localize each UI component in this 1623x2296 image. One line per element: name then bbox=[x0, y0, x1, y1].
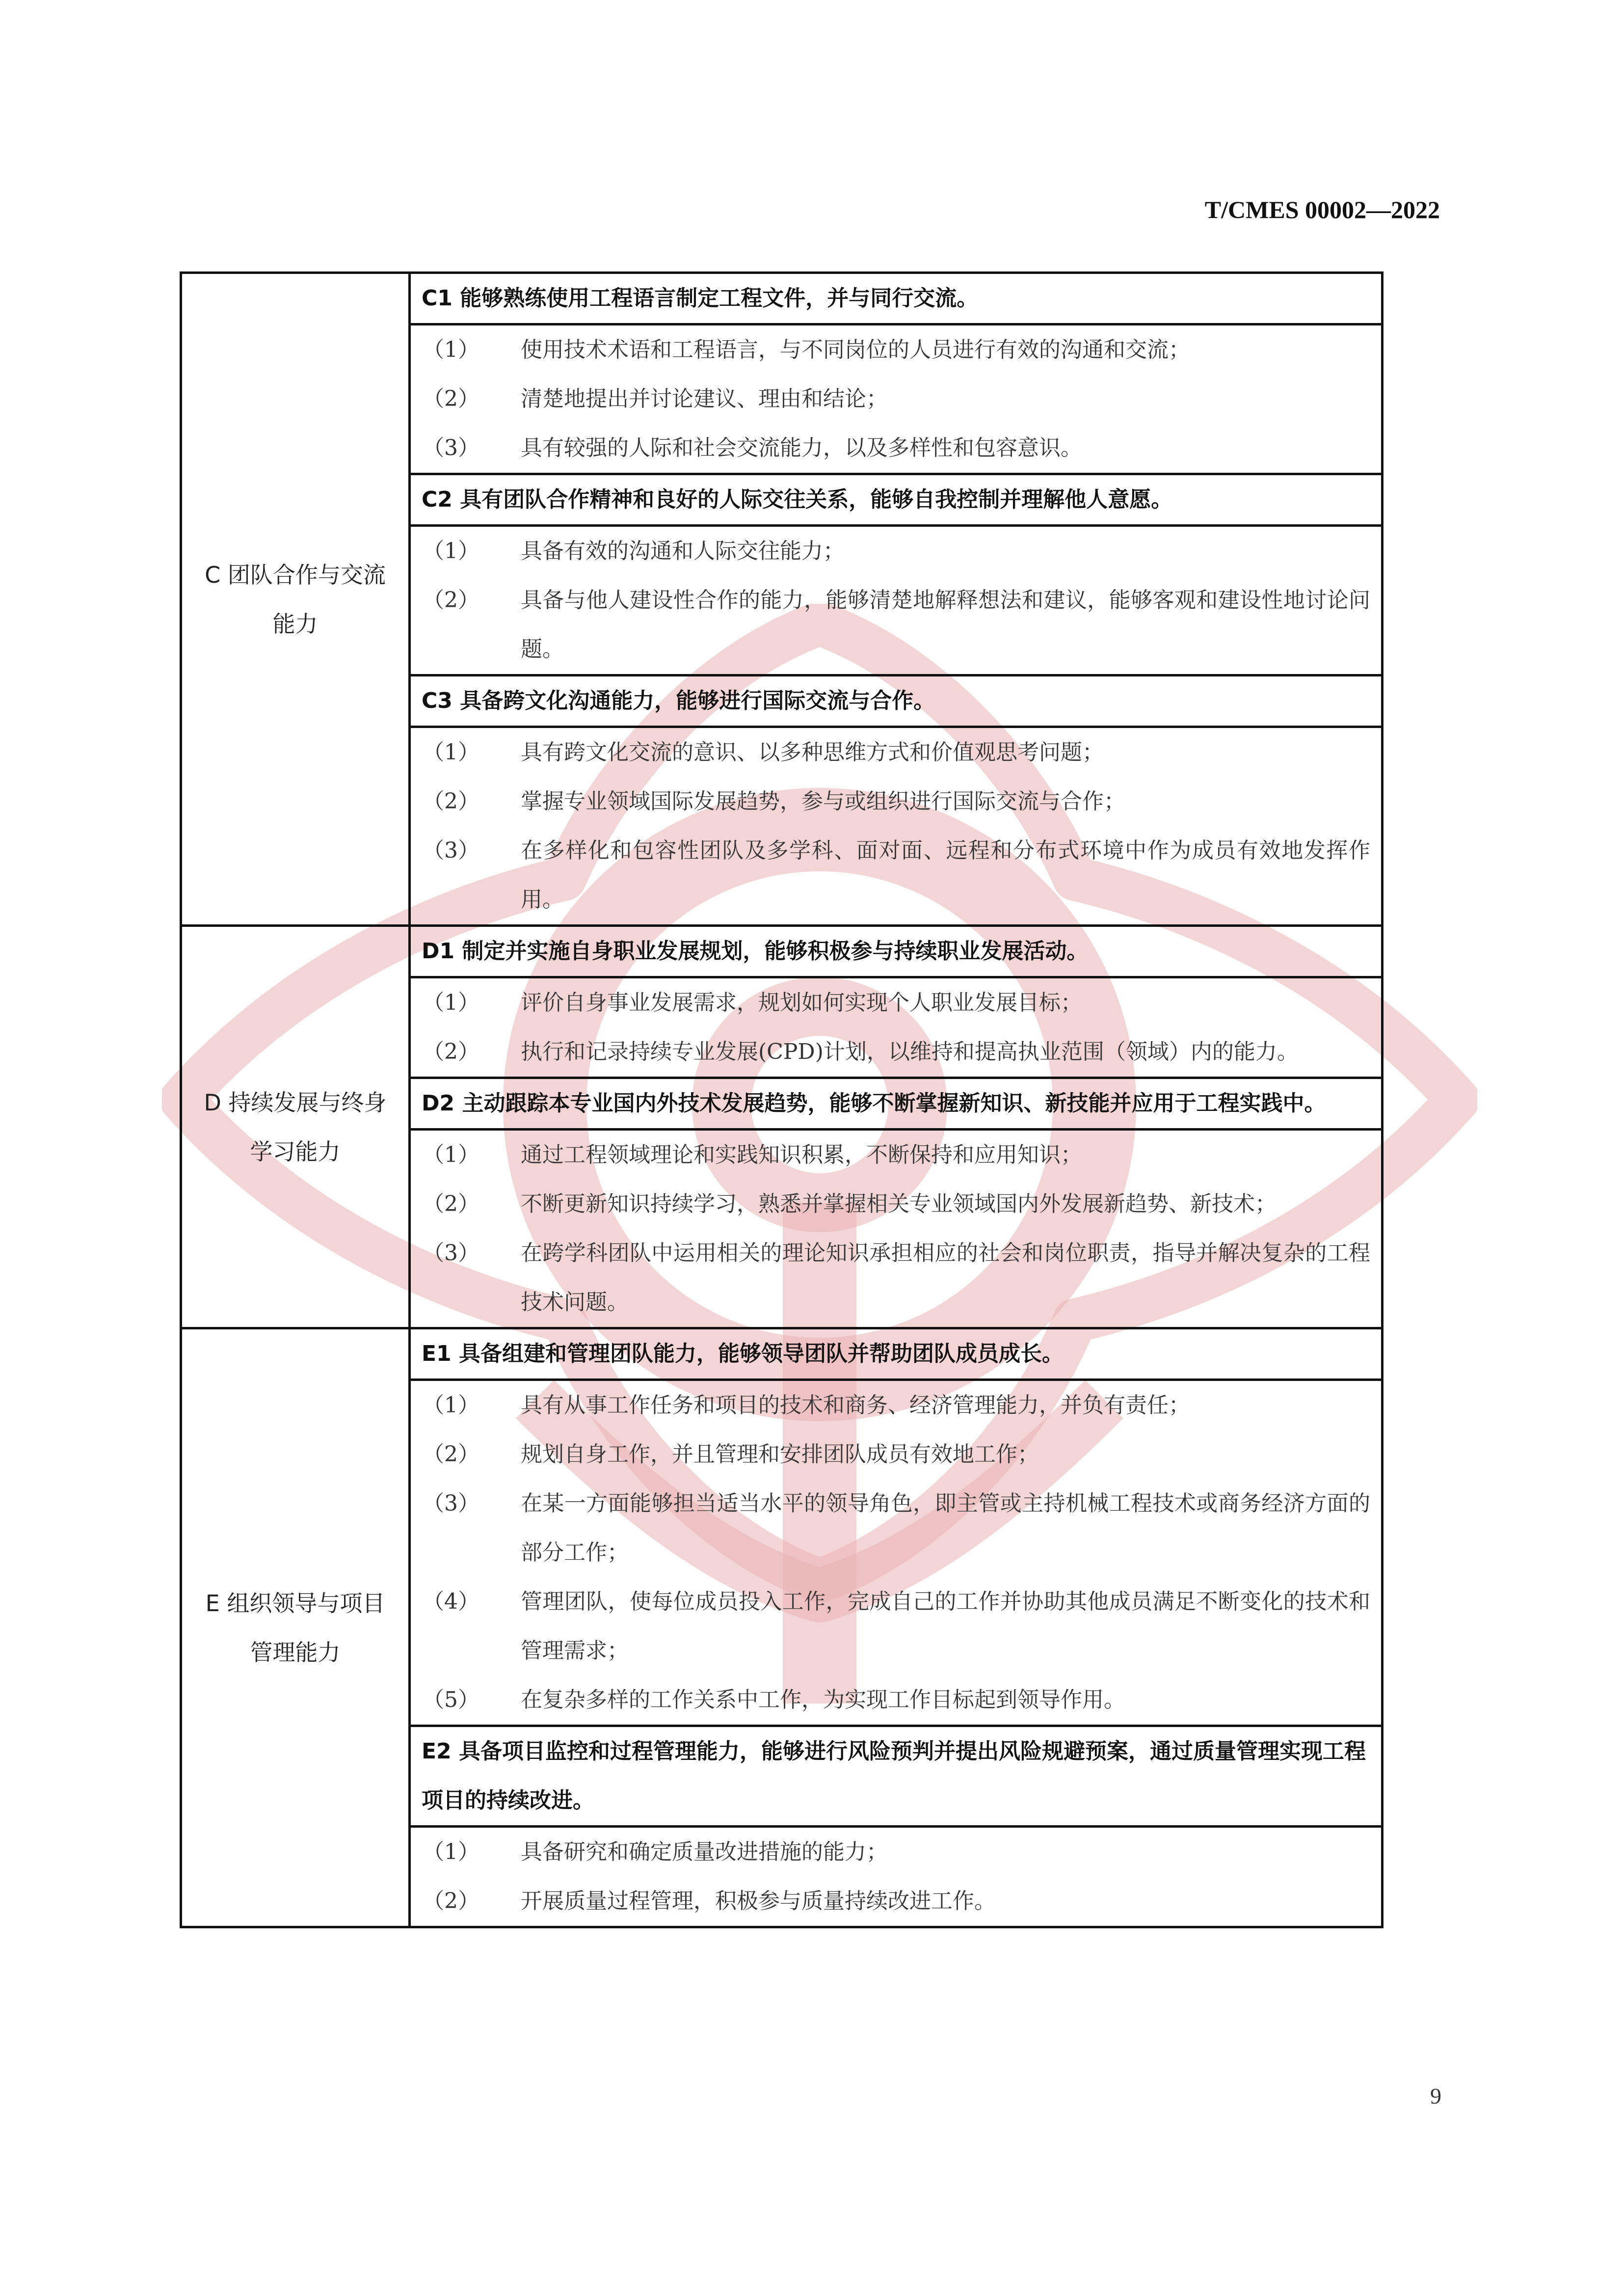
item-text: 不断更新知识持续学习，熟悉并掌握相关专业领域国内外发展新趋势、新技术； bbox=[521, 1191, 1277, 1216]
item-number: （1） bbox=[423, 1142, 479, 1167]
item-text: 具备研究和确定质量改进措施的能力； bbox=[521, 1839, 888, 1864]
item-text: 执行和记录持续专业发展(CPD)计划，以维持和提高执业范围（领域）内的能力。 bbox=[521, 1039, 1299, 1064]
list-item bbox=[423, 1180, 1370, 1229]
item-text: 具有较强的人际和社会交流能力，以及多样性和包容意识。 bbox=[521, 435, 1082, 460]
items-cell-c3 bbox=[410, 727, 1383, 926]
item-text: 具有跨文化交流的意识、以多种思维方式和价值观思考问题； bbox=[521, 740, 1104, 765]
competency-table bbox=[180, 271, 1384, 1928]
item-text: 在复杂多样的工作关系中工作，为实现工作目标起到领导作用。 bbox=[521, 1687, 1125, 1712]
item-number: （2） bbox=[423, 1889, 479, 1914]
item-number: （3） bbox=[423, 435, 479, 460]
item-text: 在多样化和包容性团队及多学科、面对面、远程和分布式环境中作为成员有效地发挥作用。 bbox=[521, 838, 1370, 912]
list-item bbox=[423, 1675, 1370, 1725]
group-heading-c1: C1 能够熟练使用工程语言制定工程文件，并与同行交流。 bbox=[410, 273, 1383, 324]
category-label-line: 管理能力 bbox=[250, 1639, 341, 1666]
item-text: 具有从事工作任务和项目的技术和商务、经济管理能力，并负有责任； bbox=[521, 1393, 1190, 1418]
item-text: 评价自身事业发展需求，规划如何实现个人职业发展目标； bbox=[521, 990, 1082, 1015]
list-item bbox=[423, 777, 1370, 826]
list-item bbox=[423, 1430, 1370, 1479]
document-code: T/CMES 00002—2022 bbox=[1204, 196, 1440, 223]
group-heading-d1: D1 制定并实施自身职业发展规划，能够积极参与持续职业发展活动。 bbox=[410, 926, 1383, 977]
item-number: （5） bbox=[423, 1687, 479, 1712]
list-item bbox=[423, 576, 1370, 674]
list-item bbox=[423, 1131, 1370, 1180]
category-cell-d bbox=[181, 926, 410, 1328]
items-cell-c2 bbox=[410, 526, 1383, 675]
item-number: （1） bbox=[423, 990, 479, 1015]
list-item bbox=[423, 728, 1370, 777]
list-item bbox=[423, 826, 1370, 924]
list-item bbox=[423, 1577, 1370, 1675]
category-label-line: E 组织领导与项目 bbox=[205, 1590, 385, 1617]
items-cell-c1 bbox=[410, 324, 1383, 474]
item-text: 开展质量过程管理，积极参与质量持续改进工作。 bbox=[521, 1889, 996, 1914]
item-text: 具备有效的沟通和人际交往能力； bbox=[521, 539, 845, 564]
item-number: （2） bbox=[423, 1191, 479, 1216]
item-number: （3） bbox=[423, 1491, 479, 1516]
item-number: （3） bbox=[423, 1241, 479, 1266]
category-cell-c bbox=[181, 273, 410, 926]
item-text: 通过工程领域理论和实践知识积累，不断保持和应用知识； bbox=[521, 1142, 1082, 1167]
item-number: （2） bbox=[423, 386, 479, 411]
list-item bbox=[423, 978, 1370, 1027]
item-number: （1） bbox=[423, 539, 479, 564]
item-number: （3） bbox=[423, 838, 479, 863]
item-text: 使用技术术语和工程语言，与不同岗位的人员进行有效的沟通和交流； bbox=[521, 337, 1190, 362]
page-number: 9 bbox=[1430, 2083, 1441, 2108]
list-item bbox=[423, 1479, 1370, 1577]
item-number: （2） bbox=[423, 1039, 479, 1064]
list-item bbox=[423, 1027, 1370, 1077]
item-number: （1） bbox=[423, 337, 479, 362]
item-text: 规划自身工作，并且管理和安排团队成员有效地工作； bbox=[521, 1442, 1039, 1467]
category-label-line: 学习能力 bbox=[250, 1138, 341, 1165]
category-label-line: 能力 bbox=[272, 610, 318, 637]
category-cell-e bbox=[181, 1328, 410, 1927]
items-cell-d1 bbox=[410, 977, 1383, 1078]
group-heading-c2: C2 具有团队合作精神和良好的人际交往关系，能够自我控制并理解他人意愿。 bbox=[410, 474, 1383, 526]
item-text: 掌握专业领域国际发展趋势，参与或组织进行国际交流与合作； bbox=[521, 789, 1125, 814]
item-text: 具备与他人建设性合作的能力，能够清楚地解释想法和建议，能够客观和建设性地讨论问题。 bbox=[521, 588, 1370, 662]
list-item bbox=[423, 1229, 1370, 1327]
group-heading-d2: D2 主动跟踪本专业国内外技术发展趋势，能够不断掌握新知识、新技能并应用于工程实践中。 bbox=[410, 1078, 1383, 1130]
list-item bbox=[423, 325, 1370, 375]
item-number: （2） bbox=[423, 588, 479, 613]
item-number: （2） bbox=[423, 1442, 479, 1467]
list-item bbox=[423, 424, 1370, 473]
list-item bbox=[423, 527, 1370, 576]
item-number: （1） bbox=[423, 740, 479, 765]
group-heading-e2: E2 具备项目监控和过程管理能力，能够进行风险预判并提出风险规避预案，通过质量管理实现工程项目的持续改进。 bbox=[410, 1726, 1383, 1827]
item-text: 在某一方面能够担当适当水平的领导角色，即主管或主持机械工程技术或商务经济方面的部分工作； bbox=[521, 1491, 1370, 1565]
item-text: 清楚地提出并讨论建议、理由和结论； bbox=[521, 386, 888, 411]
items-cell-e1 bbox=[410, 1380, 1383, 1726]
group-heading-c3: C3 具备跨文化沟通能力，能够进行国际交流与合作。 bbox=[410, 675, 1383, 727]
category-label-line: C 团队合作与交流 bbox=[205, 561, 386, 588]
item-number: （1） bbox=[423, 1839, 479, 1864]
item-text: 在跨学科团队中运用相关的理论知识承担相应的社会和岗位职责，指导并解决复杂的工程技术问题。 bbox=[521, 1241, 1370, 1315]
list-item bbox=[423, 1828, 1370, 1877]
list-item bbox=[423, 1381, 1370, 1430]
item-number: （4） bbox=[423, 1589, 479, 1614]
item-number: （2） bbox=[423, 789, 479, 814]
items-cell-e2 bbox=[410, 1827, 1383, 1927]
list-item bbox=[423, 1877, 1370, 1926]
item-number: （1） bbox=[423, 1393, 479, 1418]
list-item bbox=[423, 375, 1370, 424]
item-text: 管理团队，使每位成员投入工作，完成自己的工作并协助其他成员满足不断变化的技术和管理需求； bbox=[521, 1589, 1370, 1663]
category-label-line: D 持续发展与终身 bbox=[204, 1089, 387, 1116]
items-cell-d2 bbox=[410, 1130, 1383, 1328]
group-heading-e1: E1 具备组建和管理团队能力，能够领导团队并帮助团队成员成长。 bbox=[410, 1328, 1383, 1380]
